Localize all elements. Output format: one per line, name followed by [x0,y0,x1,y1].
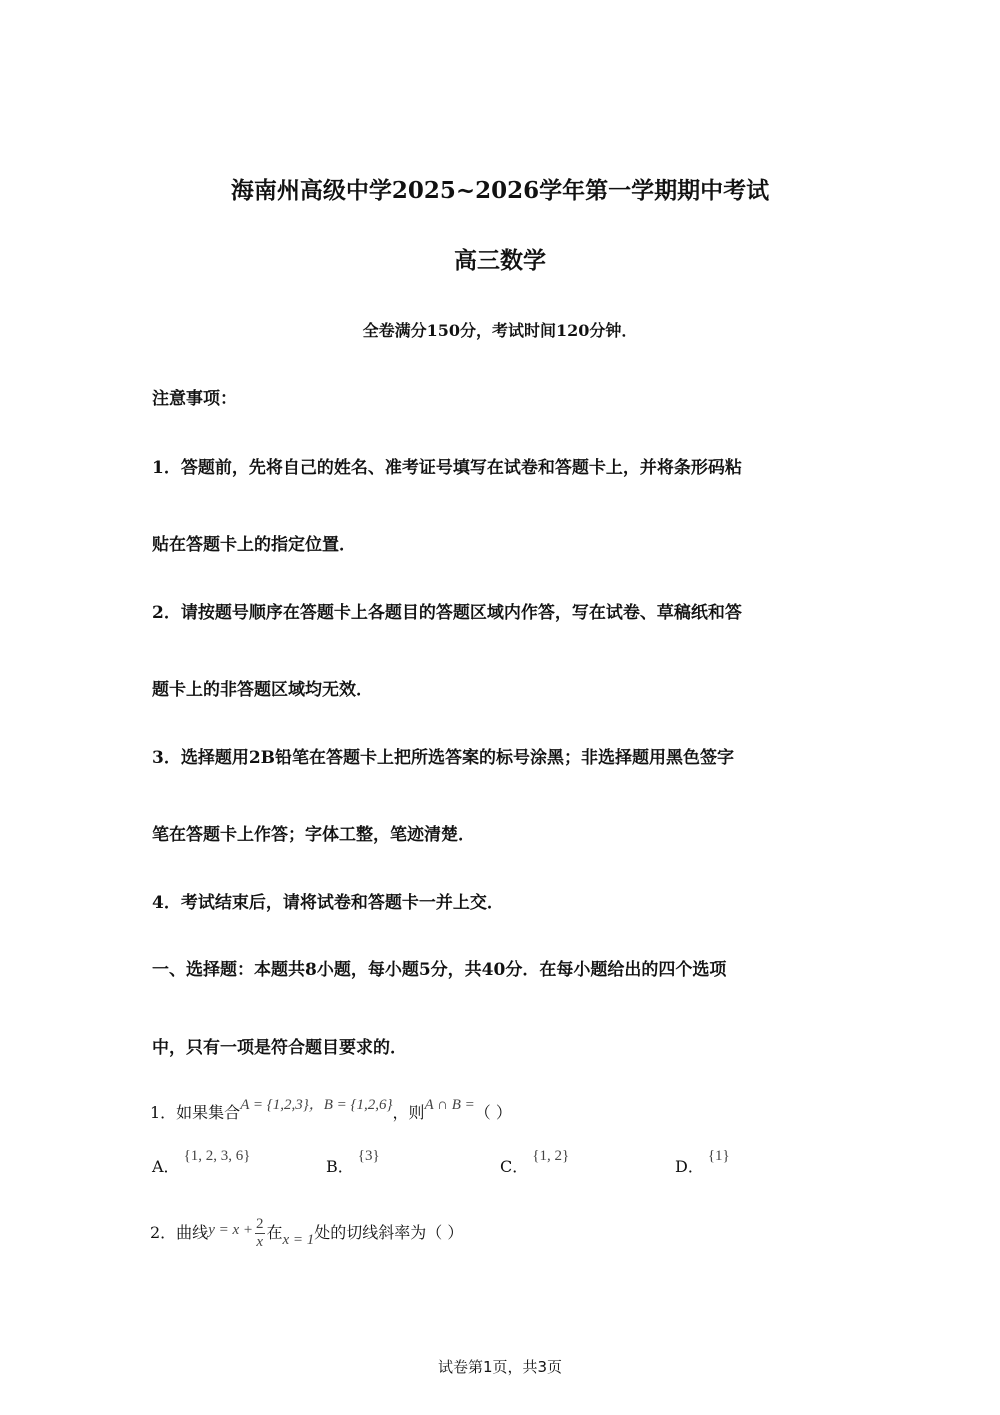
curve-lhs: y = x + [208,1222,253,1238]
notice-line: 贴在答题卡上的指定位置． [152,535,356,555]
question-1-mid: ，则 [392,1103,425,1122]
option-label: C． [500,1157,529,1176]
notice-line: 笔在答题卡上作答；字体工整，笔迹清楚． [152,825,475,845]
notice-heading: 注意事项： [152,389,237,409]
fraction [255,1216,265,1251]
option-a [152,1148,251,1177]
notice-line: 2．请按题号顺序在答题卡上各题目的答题区域内作答，写在试卷、草稿纸和答 [152,603,742,623]
fraction-denominator: x [256,1234,264,1250]
option-value: {1, 2, 3, 6} [183,1148,251,1164]
x-condition: x = 1 [282,1232,315,1248]
notice-line: 3．选择题用2B铅笔在答题卡上把所选答案的标号涂黑；非选择题用黑色签字 [152,748,735,768]
option-value: {3} [357,1148,380,1164]
question-1 [150,1097,512,1123]
page-footer: 试卷第1页，共3页 [437,1358,563,1376]
exam-subject: 高三数学 [454,247,546,274]
fraction-numerator: 2 [256,1216,264,1232]
question-2-prefix: 2．曲线 [150,1223,209,1242]
option-label: A． [152,1157,180,1176]
set-b-expression: B = {1,2,6} [323,1097,393,1113]
question-2 [150,1216,463,1251]
set-a-expression: A = {1,2,3} [240,1097,309,1113]
notice-line: 1．答题前，先将自己的姓名、准考证号填写在试卷和答题卡上，并将条形码粘 [152,458,742,478]
section-heading: 一、选择题：本题共8小题，每小题5分，共40分．在每小题给出的四个选项 [152,960,727,980]
answer-bracket: （ ） [474,1103,512,1122]
option-label: D． [675,1157,704,1176]
option-label: B． [326,1157,354,1176]
separator: ， [308,1097,324,1113]
notice-line: 4．考试结束后，请将试卷和答题卡一并上交． [152,893,504,913]
option-value: {1, 2} [532,1148,570,1164]
section-heading-cont: 中，只有一项是符合题目要求的． [152,1038,407,1058]
intersection-expression: A ∩ B = [424,1097,475,1113]
option-d [675,1148,730,1177]
option-value: {1} [707,1148,730,1164]
score-note: 全卷满分150分，考试时间120分钟． [362,321,638,340]
exam-title: 海南州高级中学2025~2026学年第一学期期中考试 [230,177,770,204]
option-c [500,1148,570,1177]
question-2-mid: 在 [266,1223,283,1242]
question-1-prefix: 1．如果集合 [150,1103,241,1122]
notice-line: 题卡上的非答题区域均无效． [152,680,373,700]
option-b [326,1148,380,1177]
question-2-tail: 处的切线斜率为（ ） [314,1223,464,1242]
